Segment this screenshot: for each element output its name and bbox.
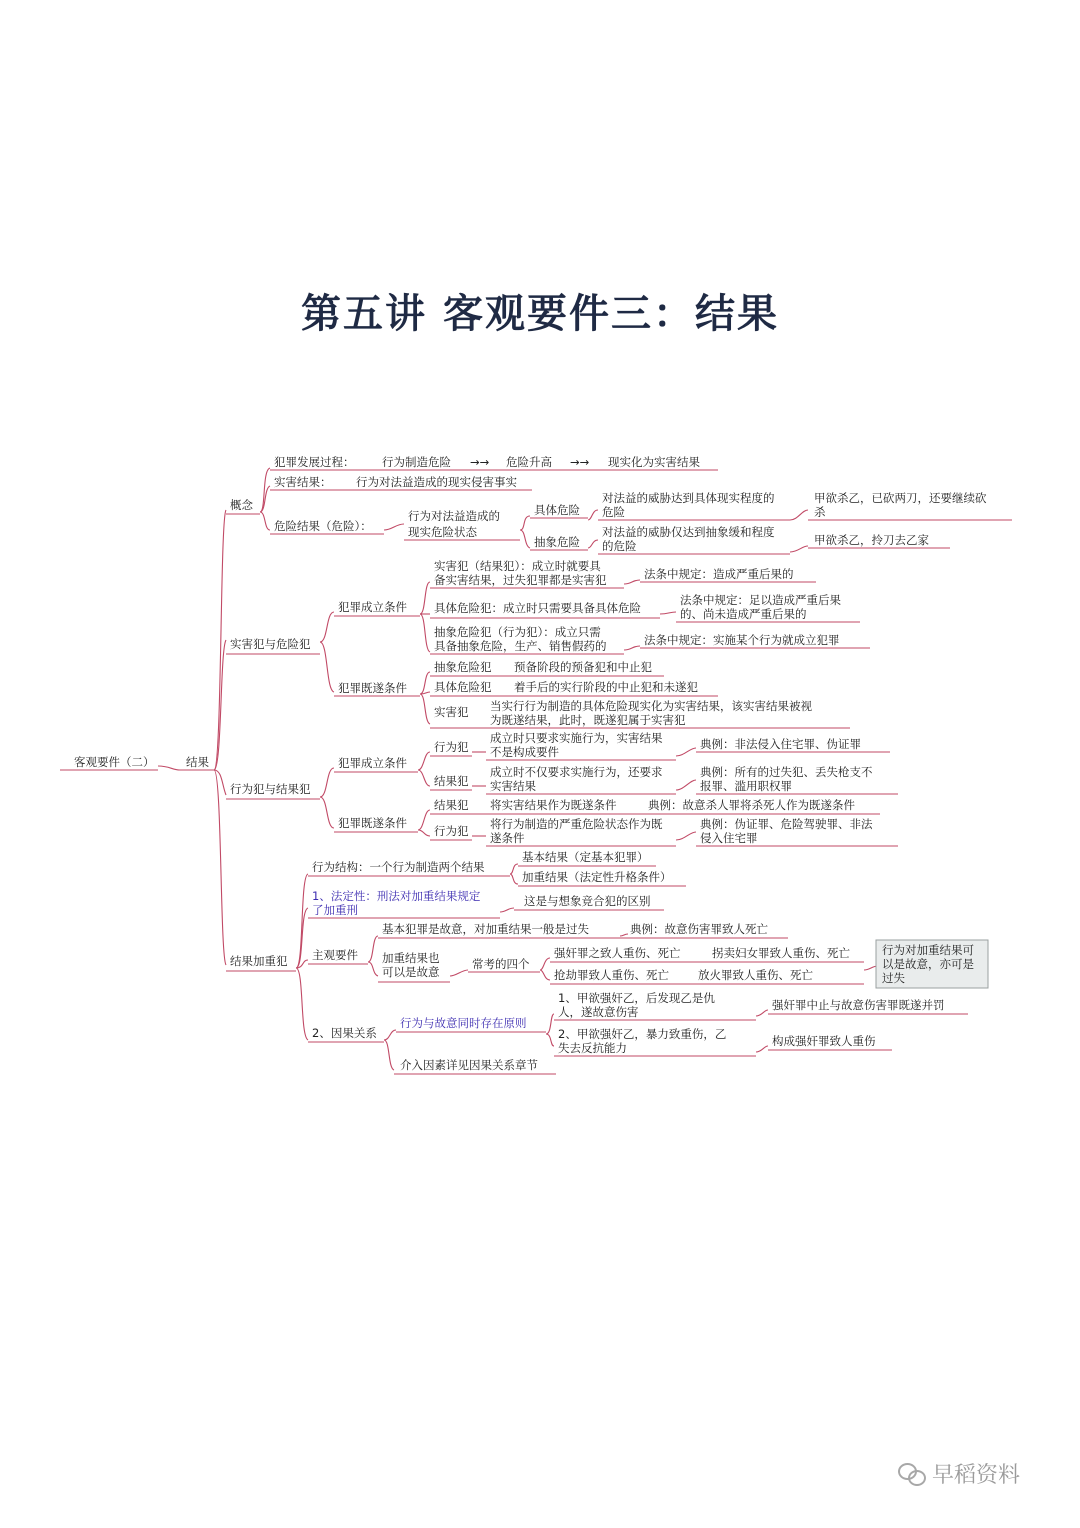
shihaifan-c2: 具体危险犯：成立时只需要具备具体危险: [434, 601, 641, 615]
watermark: [898, 1456, 1058, 1490]
jiazhong-node: 结果加重犯: [230, 954, 288, 968]
shihaifan-j2-desc: 着手后的实行阶段的中止犯和未遂犯: [514, 680, 698, 694]
xingweifan-j2-example-2: 侵入住宅罪: [700, 831, 758, 845]
xingweifan-j2-label: 行为犯: [434, 824, 469, 838]
shihaifan-c3-law: 法条中规定：实施某个行为就成立犯罪: [644, 633, 840, 647]
xingweifan-c1-desc-1: 成立时只要求实施行为，实害结果: [490, 731, 663, 745]
shihaifan-j3-desc-2: 为既遂结果，此时，既遂犯属于实害犯: [490, 713, 686, 727]
xingweifan-j2-example-1: 典例：伪证罪、危险驾驶罪、非法: [700, 817, 873, 831]
xingweifan-c2-example-1: 典例：所有的过失犯、丢失枪支不: [700, 765, 873, 779]
case2-2: 失去反抗能力: [558, 1041, 627, 1055]
jieru-note: 介入因素详见因果关系章节: [400, 1058, 538, 1072]
weixian-label: 危险结果（危险）：: [274, 519, 372, 533]
zhuguan-guyi-1: 加重结果也: [382, 951, 440, 965]
shihaifan-c2-law-1: 法条中规定：足以造成严重后果: [680, 593, 841, 607]
juti-desc-2: 危险: [602, 505, 625, 519]
topic-node: 结果: [186, 755, 209, 769]
shihaifan-j1-desc: 预备阶段的预备犯和中止犯: [514, 660, 652, 674]
shihaifan-jisui: 犯罪既遂条件: [338, 681, 407, 695]
chouxiang-example: 甲欲杀乙，拎刀去乙家: [814, 533, 929, 547]
tongshi-principle: 行为与故意同时存在原则: [400, 1016, 527, 1030]
xingweifan-j2-desc-2: 遂条件: [490, 831, 525, 845]
case2-1: 2、甲欲强奸乙，暴力致重伤，乙: [558, 1027, 727, 1041]
juti-label: 具体危险: [534, 503, 580, 517]
xingweifan-node: 行为犯与结果犯: [230, 782, 311, 796]
jiazhong-jiben: 基本结果（定基本犯罪）: [522, 850, 649, 864]
xingweifan-chengli: 犯罪成立条件: [338, 756, 407, 770]
jiazhong-result: 加重结果（法定性升格条件）: [522, 870, 672, 884]
wechat-icon: [898, 1461, 926, 1485]
note-line-3: 过失: [882, 971, 905, 985]
shihaifan-j3-label: 实害犯: [434, 705, 469, 719]
chouxiang-label: 抽象危险: [534, 535, 580, 549]
shihai-label: 实害结果：: [274, 475, 332, 489]
jiazhong-fading-note: 这是与想象竞合犯的区别: [524, 894, 651, 908]
shihaifan-c1-law: 法条中规定：造成严重后果的: [644, 567, 794, 581]
zhuguan-label: 主观要件: [312, 948, 358, 962]
case1-result: 强奸罪中止与故意伤害罪既遂并罚: [772, 998, 945, 1012]
changkao-4: 放火罪致人重伤、死亡: [698, 968, 813, 982]
changkao-2: 拐卖妇女罪致人重伤、死亡: [712, 946, 850, 960]
xingweifan-c1-label: 行为犯: [434, 740, 469, 754]
fazhan-arrow-2: →→: [570, 455, 590, 469]
gainian-node: 概念: [230, 498, 253, 512]
shihaifan-j1-label: 抽象危险犯: [434, 660, 492, 674]
juti-example-2: 杀: [814, 505, 826, 519]
xingweifan-j1-label: 结果犯: [434, 798, 469, 812]
weixian-desc-1: 行为对法益造成的: [408, 509, 500, 523]
xingweifan-c2-desc-2: 实害结果: [490, 779, 536, 793]
case1-2: 人，遂故意伤害: [558, 1005, 639, 1019]
xingweifan-jisui: 犯罪既遂条件: [338, 816, 407, 830]
shihaifan-j3-desc-1: 当实行行为制造的具体危险现实化为实害结果，该实害结果被视: [490, 699, 812, 713]
changkao-label: 常考的四个: [472, 957, 530, 971]
shihaifan-c1-2: 备实害结果，过失犯罪都是实害犯: [434, 573, 607, 587]
chouxiang-desc-1: 对法益的威胁仅达到抽象缓和程度: [602, 525, 775, 539]
note-line-1: 行为对加重结果可: [882, 943, 974, 957]
xingweifan-c1-desc-2: 不是构成要件: [490, 745, 559, 759]
juti-desc-1: 对法益的威胁达到具体现实程度的: [602, 491, 775, 505]
xingweifan-c2-label: 结果犯: [434, 774, 469, 788]
juti-example-1: 甲欲杀乙，已砍两刀，还要继续砍: [814, 491, 987, 505]
jiazhong-fading-1: 1、法定性：刑法对加重结果规定: [312, 889, 481, 903]
shihaifan-c2-law-2: 的、尚未造成严重后果的: [680, 607, 807, 621]
shihaifan-node: 实害犯与危险犯: [230, 637, 311, 651]
jiazhong-fading-2: 了加重刑: [312, 903, 358, 917]
chouxiang-desc-2: 的危险: [602, 539, 637, 553]
jiazhong-jiegou: 行为结构：一个行为制造两个结果: [312, 860, 485, 874]
xingweifan-c2-example-2: 报罪、滥用职权罪: [700, 779, 792, 793]
xingweifan-j2-desc-1: 将行为制造的严重危险状态作为既: [490, 817, 663, 831]
note-line-2: 以是故意，亦可是: [882, 957, 974, 971]
fazhan-step-1: 行为制造危险: [382, 455, 451, 469]
weixian-desc-2: 现实危险状态: [408, 525, 477, 539]
zhuguan-basic: 基本犯罪是故意，对加重结果一般是过失: [382, 922, 589, 936]
case2-result: 构成强奸罪致人重伤: [772, 1034, 876, 1048]
shihai-desc: 行为对法益造成的现实侵害事实: [356, 475, 517, 489]
zhuguan-example: 典例：故意伤害罪致人死亡: [630, 922, 768, 936]
fazhan-step-3: 现实化为实害结果: [608, 455, 700, 469]
changkao-1: 强奸罪之致人重伤、死亡: [554, 946, 681, 960]
case1-1: 1、甲欲强奸乙，后发现乙是仇: [558, 991, 715, 1005]
xingweifan-j1-desc: 将实害结果作为既遂条件: [490, 798, 617, 812]
zhuguan-guyi-2: 可以是故意: [382, 965, 440, 979]
fazhan-arrow-1: →→: [470, 455, 490, 469]
shihaifan-j2-label: 具体危险犯: [434, 680, 492, 694]
shihaifan-c1-1: 实害犯（结果犯）：成立时就要具: [434, 559, 601, 573]
xingweifan-j1-example: 典例：故意杀人罪将杀死人作为既遂条件: [648, 798, 855, 812]
xingweifan-c2-desc-1: 成立时不仅要求实施行为，还要求: [490, 765, 663, 779]
xingweifan-c1-example: 典例：非法侵入住宅罪、伪证罪: [700, 737, 861, 751]
fazhan-step-2: 危险升高: [506, 455, 552, 469]
watermark-text: 早稻资料: [932, 1462, 1021, 1488]
changkao-3: 抢劫罪致人重伤、死亡: [554, 968, 669, 982]
fazhan-label: 犯罪发展过程：: [274, 455, 355, 469]
shihaifan-c3-2: 具备抽象危险，生产、销售假药的: [434, 639, 607, 653]
shihaifan-chengli: 犯罪成立条件: [338, 600, 407, 614]
root-node: 客观要件（二）: [74, 755, 155, 769]
shihaifan-c3-1: 抽象危险犯（行为犯）：成立只需: [434, 625, 601, 639]
page-title: 第五讲 客观要件三：结果: [301, 290, 779, 337]
yinguo-label: 2、因果关系: [312, 1026, 377, 1040]
